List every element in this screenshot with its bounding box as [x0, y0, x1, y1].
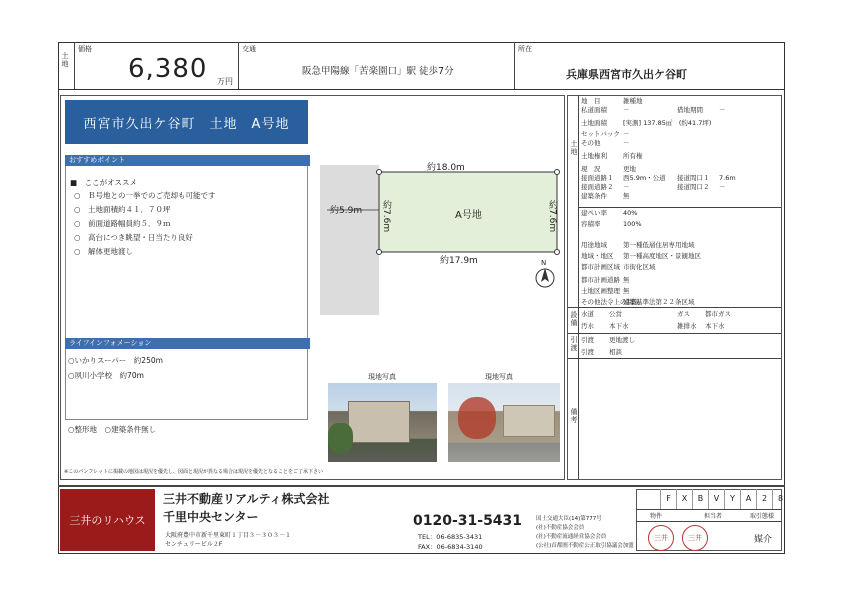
map-note: ※このパンフレットに掲載の地図は現況を優先し、図面と現況が異なる場合は現況を優先となることをご了承下さい: [64, 469, 323, 475]
divider: [568, 307, 781, 308]
land-row: 接面道路２ － 接道間口２ －: [581, 183, 726, 191]
photo-caption: 現地写真: [368, 373, 396, 381]
lifeinfo-item: ○夙川小学校 約70m: [68, 371, 144, 380]
site-photo-2: [448, 383, 560, 462]
recommend-item: ○ 解体更地渡し: [74, 247, 134, 256]
seal-stamp: 三井: [648, 525, 674, 551]
road-width: 約5.9m: [330, 206, 363, 216]
branch-building: センチュリービル２F: [165, 541, 223, 548]
code-char: 2: [756, 489, 772, 509]
land-row: 地 目 雑種地: [581, 97, 643, 105]
divider: [514, 42, 515, 89]
land-row: 現 況 更地: [581, 165, 636, 173]
divider: [636, 509, 782, 510]
header-category: 土地: [61, 52, 69, 68]
law-row: 土地区画整理 無: [581, 287, 630, 295]
recommend-item: ○ Ｂ号地との一挙でのご売却も可能です: [74, 191, 216, 200]
plot-left-dimension: 約7.6m: [381, 200, 391, 233]
company-name: 三井不動産リアルティ株式会社: [163, 492, 330, 506]
facility-row: 水道 公営 ガス 都市ガス: [581, 310, 731, 318]
divider: [58, 485, 785, 487]
price-value: 6,380: [128, 54, 208, 84]
north-label: N: [541, 259, 547, 267]
land-section-label: 土地: [570, 140, 578, 156]
code-char: X: [676, 489, 692, 509]
plot-right-dimension: 約7.6m: [547, 200, 557, 233]
law-row: 都市計画区域 市街化区域: [581, 263, 656, 271]
divider: [568, 358, 781, 359]
corner-marker: [377, 170, 382, 175]
access-value: 阪急甲陽線「苦楽園口」駅 徒歩7分: [302, 66, 454, 77]
location-label: 所在: [518, 45, 532, 53]
association: (社)不動産流通経営協会会員: [536, 534, 607, 540]
property-code: [660, 489, 788, 509]
plot-diagram: [315, 160, 565, 330]
land-row: 土地権利 所有権: [581, 152, 643, 160]
divider: [568, 333, 781, 334]
notes: ○整形地 ○建築条件無し: [68, 425, 157, 434]
recommend-item: ○ 高台につき眺望・日当たり良好: [74, 233, 193, 242]
transaction-label: 取引態様: [750, 513, 775, 520]
branch-name: 千里中央センター: [163, 510, 259, 524]
corner-marker: [555, 250, 560, 255]
property-title: 西宮市久出ケ谷町 土地 A号地: [65, 100, 308, 144]
phone-fax: FAX：06-6834-3140: [418, 543, 483, 551]
phone-tel: TEL：06-6835-3431: [418, 533, 483, 541]
recommend-subheading: ■ ここがオススメ: [70, 178, 138, 187]
law-row: 都市計画道路 無: [581, 276, 630, 284]
agent-label: 担当者: [704, 513, 723, 520]
facility-row: 汚水 本下水 雑排水 本下水: [581, 322, 725, 330]
facilities-label: 設備: [570, 311, 578, 327]
delivery-table: [581, 336, 781, 357]
price-unit: 万円: [217, 77, 233, 86]
plot-top-dimension: 約18.0m: [427, 163, 465, 173]
transaction-type: 媒介: [754, 535, 773, 545]
divider: [74, 42, 75, 89]
divider: [578, 207, 781, 208]
photo-caption: 現地写真: [485, 373, 513, 381]
road-area: [320, 165, 379, 315]
law-row: 用途地域 第一種低層住居専用地域: [581, 241, 695, 249]
law-table: [581, 209, 781, 307]
law-row: 建ぺい率 40%: [581, 209, 638, 217]
code-label: 物件: [650, 513, 663, 520]
recommend-item: ○ 土地面積約４１．７０坪: [74, 205, 171, 214]
site-photo-1: [328, 383, 437, 462]
price-label: 価格: [78, 45, 92, 53]
divider: [636, 521, 782, 522]
company-logo: 三井のリハウス: [60, 489, 155, 551]
association: (公社)首都圏不動産公正取引協議会加盟: [536, 543, 634, 549]
land-row: その他 －: [581, 139, 630, 147]
recommend-heading: おすすめポイント: [65, 155, 310, 166]
law-row: 容積率 100%: [581, 220, 642, 228]
land-row: 接面道路１ 西5.9m・公道 接道間口１ 7.6m: [581, 174, 736, 182]
land-table: [581, 97, 781, 201]
association: (社)不動産協会会員: [536, 525, 585, 531]
code-char: F: [660, 489, 676, 509]
corner-marker: [377, 250, 382, 255]
land-row: 建築条件 無: [581, 192, 630, 200]
code-char: B: [692, 489, 708, 509]
location-value: 兵庫県西宮市久出ケ谷町: [566, 68, 687, 81]
delivery-label: 引渡: [570, 336, 578, 352]
lifeinfo-item: ○いかりスーパー 約250m: [68, 356, 163, 365]
access-label: 交通: [242, 45, 256, 53]
license: 国土交通大臣(14)第777号: [536, 516, 602, 522]
code-char: A: [740, 489, 756, 509]
branch-address: 大阪府豊中市新千里東町１丁目３－３０３－１: [165, 532, 292, 539]
land-row: 土地面積 [実測] 137.85㎡ (約41.7坪): [581, 119, 712, 127]
seal-stamp: 三井: [682, 525, 708, 551]
land-row: セットバック －: [581, 130, 630, 138]
plot-name: A号地: [455, 210, 482, 221]
code-char: V: [708, 489, 724, 509]
code-char: Y: [724, 489, 740, 509]
delivery-row: 引渡 相談: [581, 348, 622, 356]
land-row: 私道面積 － 借地期間 －: [581, 106, 726, 114]
divider: [238, 42, 239, 89]
delivery-row: 引渡 更地渡し: [581, 336, 635, 344]
recommend-item: ○ 前面道路幅員約５．９ｍ: [74, 219, 171, 228]
law-row: 地域・地区 第一種高度地区・景観地区: [581, 252, 701, 260]
code-char: 8: [772, 489, 788, 509]
facilities-table: [581, 310, 781, 331]
remarks-label: 備考: [570, 408, 578, 424]
corner-marker: [555, 170, 560, 175]
plot-bottom-dimension: 約17.9m: [440, 256, 478, 266]
phone-free[interactable]: 0120-31-5431: [413, 513, 523, 529]
lifeinfo-heading: ライフインフォメーション: [65, 338, 310, 349]
law-row: その他法令上の制限 建築基準法第２２条区域: [581, 298, 695, 306]
